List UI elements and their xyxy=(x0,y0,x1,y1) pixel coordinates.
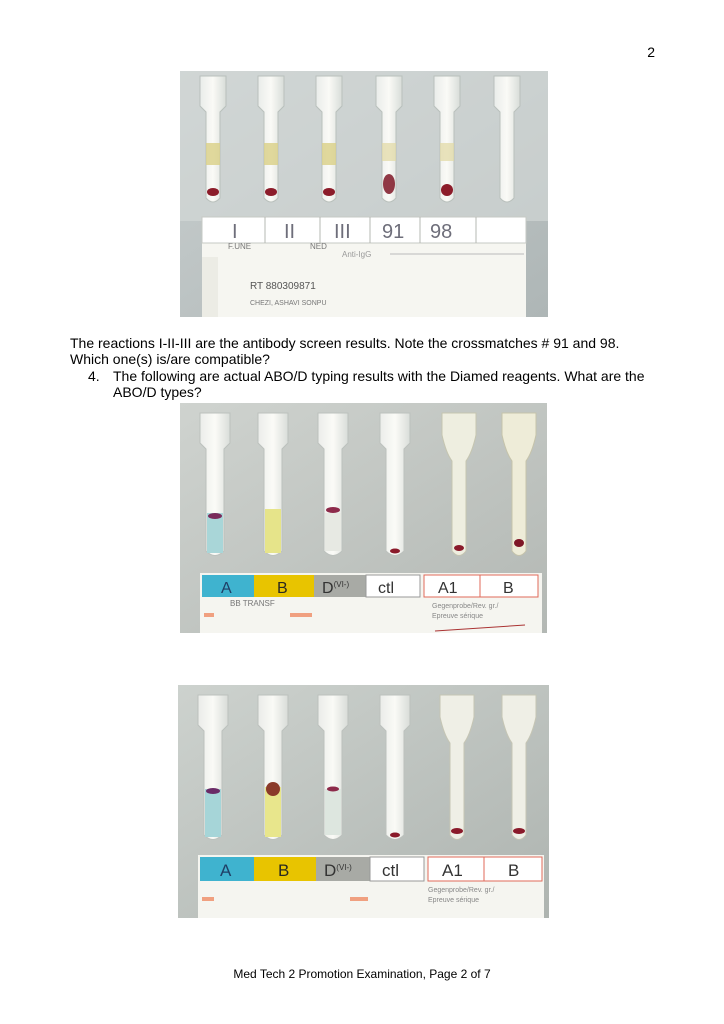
question-4-text: The following are actual ABO/D typing results with the Diamed reagents. What are the ABO/D types? xyxy=(113,368,645,400)
card-anti-igg: Anti-IgG xyxy=(342,250,372,259)
photo-abo-typing-1 xyxy=(180,403,547,633)
photo-antibody-screen xyxy=(180,71,548,317)
abo-typing-card-1 xyxy=(180,403,547,633)
cell-ctl-label: ctl xyxy=(378,580,394,597)
reverse-text-2: Epreuve sérique xyxy=(428,897,479,904)
photo-abo-typing-2 xyxy=(178,685,549,918)
card-header-2: NED xyxy=(310,242,327,251)
cell-b-label: B xyxy=(277,580,288,597)
cell-d-super: (VI-) xyxy=(333,580,350,589)
cell-b-reverse-label: B xyxy=(503,580,514,597)
cell-a1-label: A1 xyxy=(442,861,463,880)
cell-d-super: (VI-) xyxy=(336,863,352,872)
reverse-text-1: Gegenprobe/Rev. gr./ xyxy=(432,603,499,610)
mark-i: I xyxy=(232,221,238,243)
reverse-text-1: Gegenprobe/Rev. gr./ xyxy=(428,887,495,894)
cell-a-label: A xyxy=(221,580,232,597)
mark-98: 98 xyxy=(430,221,453,243)
page-number: 2 xyxy=(647,44,655,60)
cell-b-label: B xyxy=(278,861,290,880)
cell-d-letter: D xyxy=(324,861,337,880)
mark-iii: III xyxy=(334,221,351,243)
card-patient-name: CHEZI, ASHAVI SONPU xyxy=(250,300,327,307)
cell-b-reverse-label: B xyxy=(508,861,520,880)
cell-ctl-label: ctl xyxy=(382,861,399,880)
cell-a-label: A xyxy=(220,861,232,880)
card-id: RT 880309871 xyxy=(250,281,316,292)
question-4-number: 4. xyxy=(88,368,100,384)
antibody-screen-question: The reactions I-II-III are the antibody screen results. Note the crossmatches # 91 and 98. Which one(s) is/are compatible? xyxy=(70,335,620,367)
antibody-screen-card xyxy=(180,71,548,317)
abo-typing-card-2 xyxy=(178,685,549,918)
cell-a1-label: A1 xyxy=(438,580,458,597)
mark-ii: II xyxy=(284,221,296,243)
cell-d-letter: D xyxy=(322,580,334,597)
reverse-text-2: Epreuve sérique xyxy=(432,613,483,620)
card-header: F.UNE xyxy=(228,242,252,251)
page-footer: Med Tech 2 Promotion Examination, Page 2 of 7 xyxy=(233,967,491,981)
mark-91: 91 xyxy=(382,221,405,243)
card-text: BB TRANSF xyxy=(230,599,275,608)
